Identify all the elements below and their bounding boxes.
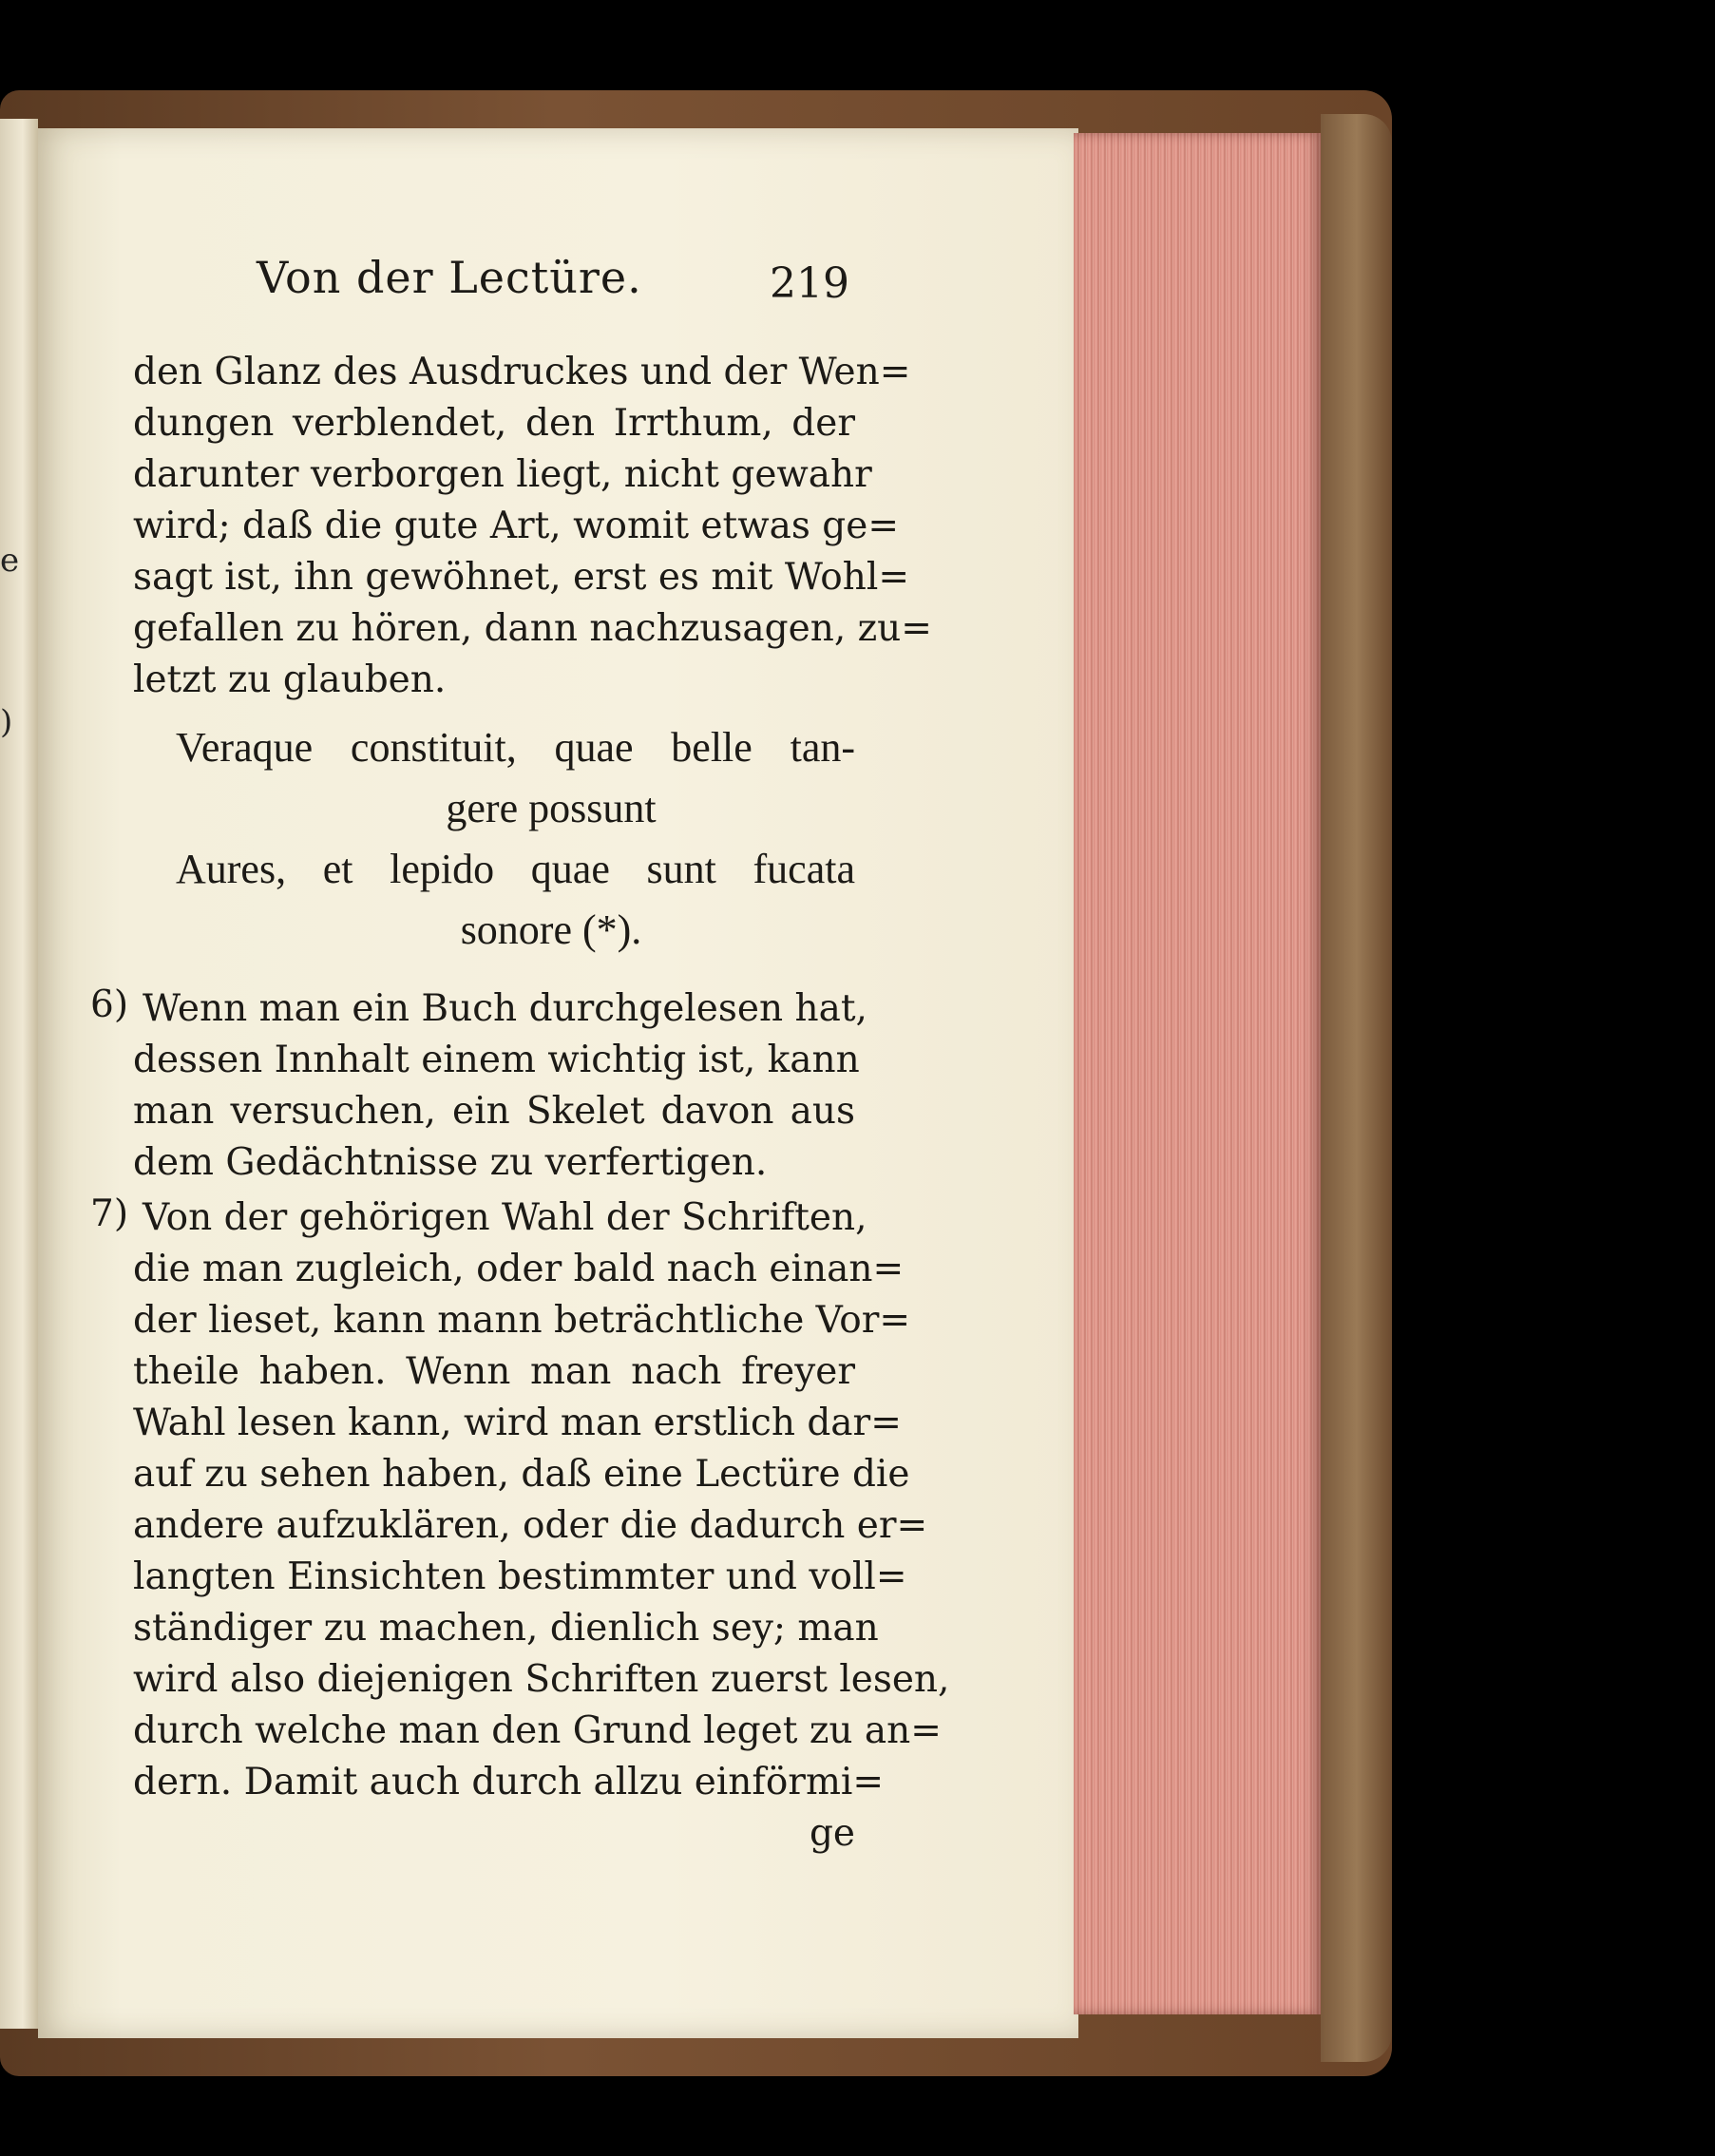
text-line: letzt zu glauben. xyxy=(133,658,447,701)
text-line: Von der gehörigen Wahl der Schriften, xyxy=(143,1196,867,1239)
paragraph-1 xyxy=(133,347,932,706)
text-line: auf zu sehen haben, daß eine Lectüre die xyxy=(133,1453,910,1496)
catchword: ge xyxy=(809,1812,855,1855)
left-fragment-char: e xyxy=(0,542,20,580)
running-header xyxy=(133,242,855,318)
text-line: wird; daß die gute Art, womit etwas ge= xyxy=(133,505,899,547)
list-item-7 xyxy=(90,1192,950,1860)
text-line: langten Einsichten bestimmter und voll= xyxy=(133,1555,907,1598)
text-line: dern. Damit auch durch allzu einförmi= xyxy=(133,1761,885,1803)
text-line: gefallen zu hören, dann nachzusagen, zu= xyxy=(133,607,932,650)
item-number: 7) xyxy=(90,1192,129,1235)
text-line: ständiger zu machen, dienlich sey; man xyxy=(133,1607,879,1650)
text-line: dungen verblendet, den Irrthum, der xyxy=(133,402,855,445)
left-fragment-char: ) xyxy=(0,703,13,741)
left-page-edge xyxy=(0,119,38,2029)
latin-quote xyxy=(133,717,855,961)
page-number: 219 xyxy=(770,259,849,308)
text-line: andere aufzuklären, oder die dadurch er= xyxy=(133,1504,928,1547)
text-line: wird also diejenigen Schriften zuerst lesen, xyxy=(133,1658,950,1701)
quote-line: sonore (*). xyxy=(460,906,642,953)
text-line: den Glanz des Ausdruckes und der Wen= xyxy=(133,351,911,393)
item-number: 6) xyxy=(90,983,129,1026)
quote-line: gere possunt xyxy=(446,785,657,831)
quote-line: Aures, et lepido quae sunt fucata xyxy=(176,846,855,892)
text-line: die man zugleich, oder bald nach einan= xyxy=(133,1248,905,1290)
left-page-fragment xyxy=(0,480,19,803)
quote-line: Veraque constituit, quae belle tan- xyxy=(176,724,855,771)
text-line: theile haben. Wenn man nach freyer xyxy=(133,1350,855,1393)
text-line: dessen Innhalt einem wichtig ist, kann xyxy=(133,1039,860,1081)
text-line: sagt ist, ihn gewöhnet, erst es mit Wohl= xyxy=(133,556,910,599)
text-line: durch welche man den Grund leget zu an= xyxy=(133,1709,942,1752)
text-line: darunter verborgen liegt, nicht gewahr xyxy=(133,453,872,496)
page-edges xyxy=(1074,133,1340,2014)
text-line: Wahl lesen kann, wird man erstlich dar= xyxy=(133,1402,902,1444)
running-title: Von der Lectüre. xyxy=(257,252,642,303)
text-line: Wenn man ein Buch durchgelesen hat, xyxy=(143,987,867,1030)
list-item-6 xyxy=(90,983,867,1189)
cover-edge xyxy=(1321,114,1392,2062)
text-line: der lieset, kann mann beträchtliche Vor= xyxy=(133,1299,911,1342)
text-line: dem Gedächtnisse zu verfertigen. xyxy=(133,1141,768,1184)
text-line: man versuchen, ein Skelet davon aus xyxy=(133,1090,855,1133)
